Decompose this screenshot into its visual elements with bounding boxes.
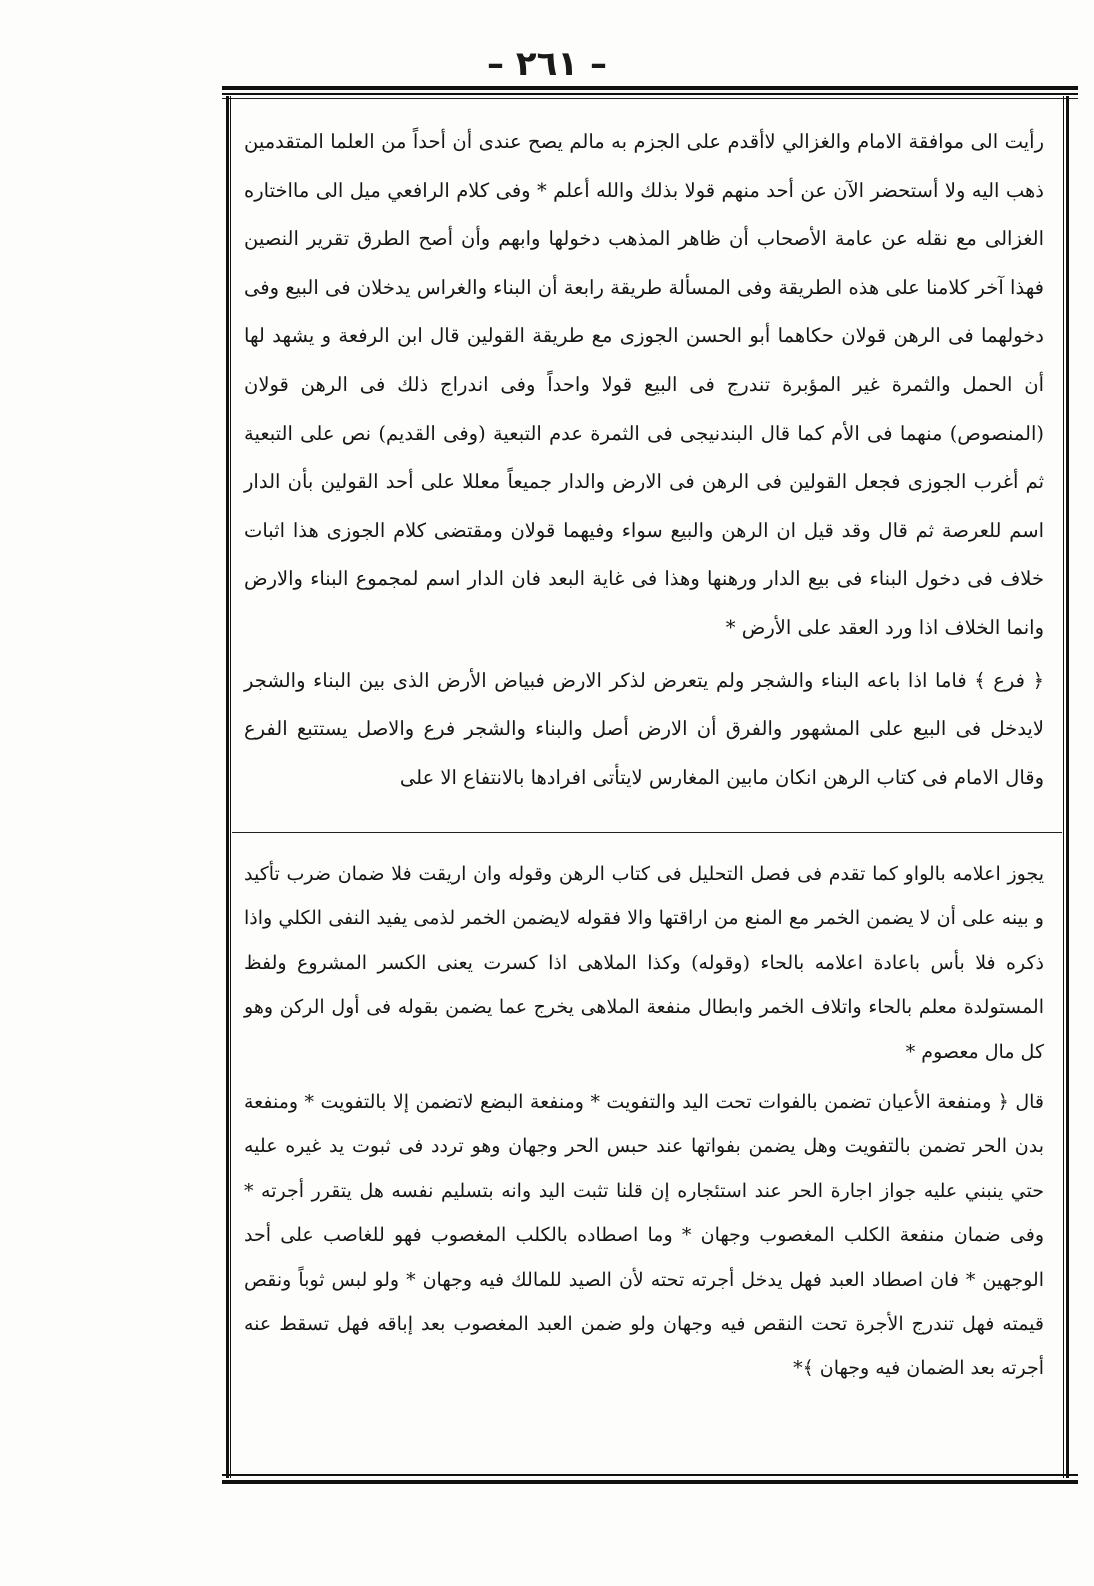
top-double-rule [222,86,1078,95]
footnote-text-block [244,852,1044,1391]
page-number: – ٢٦١ – [487,44,607,84]
footnote-paragraph: قال ﴿ ومنفعة الأعيان تضمن بالفوات تحت اليد والتفويت * ومنفعة البضع لاتضمن إلا بالتفويت * ومنفعة بدن الحر تضمن بالتفويت وهل يضمن بفواتها عند حبس الحر وجهان وهو تردد فى ثبوت يد غيره عليه حتي ينبني عليه جواز اجارة الحر عند استئجاره إن قلنا تثبت اليد وانه بتسليم نفسه هل يتقرر أجرته * وفى ضمان منفعة الكلب المغصوب وجهان * وما اصطاده بالكلب المغصوب فهو للغاصب على أحد الوجهين * فان اصطاد العبد فهل يدخل أجرته تحته لأن الصيد للمالك فيه وجهان * ولو لبس ثوباً ونقص قيمته فهل تندرج الأجرة تحت النقص فيه وجهان ولو ضمن العبد المغصوب بعد إباقه فهل تسقط عنه أجرته بعد الضمان فيه وجهان ﴾* [244,1091,1044,1380]
section-divider [232,832,1062,833]
bottom-double-rule [222,1474,1078,1484]
frame-right-border [1063,96,1069,1478]
footnote-paragraph: يجوز اعلامه بالواو كما تقدم فى فصل التحليل فى كتاب الرهن وقوله وان اريقت فلا ضمان ضرب تأكيد و بينه على أن لا يضمن الخمر مع المنع من اراقتها والا فقوله لايضمن الخمر لذمى يفيد النفى الكلي واذا ذكره فلا بأس باعادة اعلامه بالحاء (وقوله) وكذا الملاهى اذا كسرت يعنى الكسر المشروع ولفظ المستولدة معلم بالحاء واتلاف الخمر وابطال منفعة الملاهى يخرج عما يضمن بقوله فى أول الركن وهو كل مال معصوم * [244,863,1044,1063]
main-paragraph: ﴿ فرع ﴾ فاما اذا باعه البناء والشجر ولم يتعرض لذكر الارض فبياض الأرض الذى بين البناء والشجر لايدخل فى البيع على المشهور والفرق أن الارض أصل والبناء والشجر فرع والاصل يستتبع الفرع وقال الامام فى كتاب الرهن انكان مابين المغارس لايتأتى افرادها بالانتفاع الا على [244,668,1044,789]
frame-left-border [226,96,231,1478]
main-paragraph: رأيت الى موافقة الامام والغزالي لاأقدم على الجزم به مالم يصح عندى أن أحداً من العلما المتقدمين ذهب اليه ولا أستحضر الآن عن أحد منهم قولا بذلك والله أعلم * وفى كلام الرافعي ميل الى مااختاره الغزالى مع نقله عن عامة الأصحاب أن ظاهر المذهب دخولها وابهم وأن أصح الطرق تقرير النصين فهذا آخر كلامنا على هذه الطريقة وفى المسألة طريقة رابعة أن البناء والغراس يدخلان فى البيع وفى دخولهما فى الرهن قولان حكاهما أبو الحسن الجوزى مع طريقة القولين قال ابن الرفعة و يشهد لها أن الحمل والثمرة غير المؤبرة تندرج فى البيع قولا واحداً وفى اندراج ذلك فى الرهن قولان (المنصوص) منهما فى الأم كما قال البندنيجى فى الثمرة عدم التبعية (وفى القديم) نص على التبعية ثم أغرب الجوزى فجعل القولين فى الرهن فى الارض والدار جميعاً معللا على أحد القولين بأن الدار اسم للعرصة ثم قال وقد قيل ان الرهن والبيع سواء وفيهما قولان ومقتضى كلام الجوزى هذا اثبات خلاف فى دخول البناء فى بيع الدار ورهنها وهذا فى غاية البعد فان الدار اسم لمجموع البناء والارض وانما الخلاف اذا ورد العقد على الأرض * [244,130,1044,639]
main-text-block [244,118,1044,802]
top-thin-rule [222,98,1078,99]
